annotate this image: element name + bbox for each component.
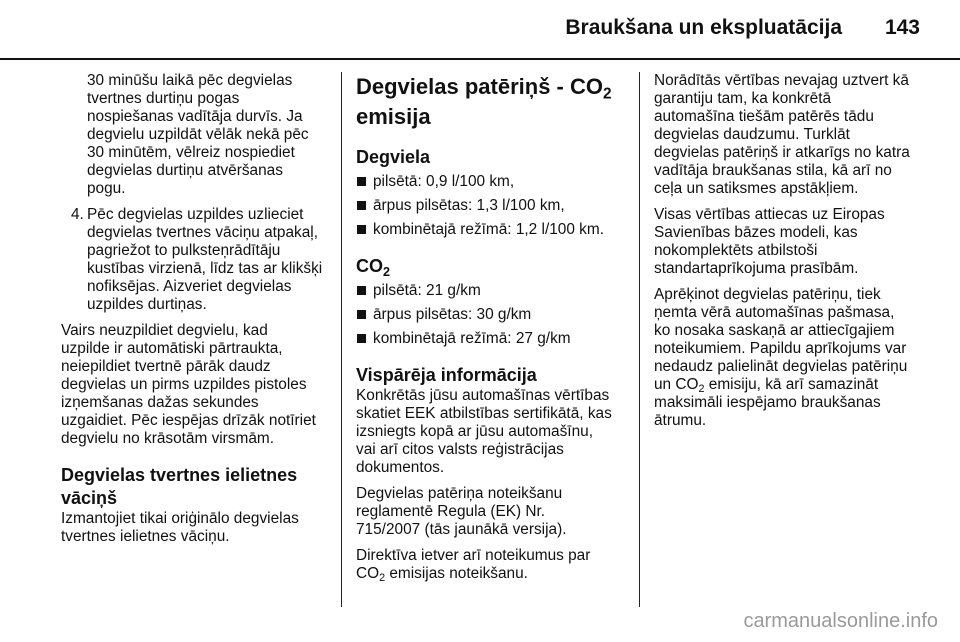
text-line: nospiešanas vadītāja durvīs. Ja: [87, 108, 303, 125]
text-line: uzpilde ir automātiski pārtraukta,: [61, 340, 283, 357]
regulation-paragraph: [356, 485, 624, 539]
text-line: Direktīva ietver arī noteikumus par: [356, 547, 591, 564]
watermark: carmanualsonline.info: [743, 610, 938, 632]
text-line: uzgaidiet. Pēc iespējas drīzāk notīriet: [61, 412, 316, 429]
step-4: [61, 206, 329, 314]
text-line: degvielas durtiņu atvēršanas: [87, 162, 283, 179]
page-number: 143: [884, 16, 920, 39]
text-line: automašīna tiešām patērēs tādu: [654, 108, 874, 125]
fuel-cap-paragraph: [61, 510, 329, 546]
text-line: standartaprīkojuma prasībām.: [654, 260, 859, 277]
text-line: degvielas un pirms uzpildes pistoles: [61, 376, 307, 393]
column-divider-left: [341, 72, 342, 607]
section-heading: [356, 72, 624, 132]
column-3: [654, 72, 924, 438]
text-line: ātrumu.: [654, 412, 707, 429]
text-line: Visas vērtības attiecas uz Eiropas: [654, 206, 885, 223]
text-line: pogu.: [87, 180, 126, 197]
column-divider-right: [639, 72, 640, 607]
heading-text: Degvielas patēriņš - CO: [356, 74, 603, 99]
fuel-list: [356, 173, 624, 239]
text-line: maksimāli iespējamo braukšanas: [654, 394, 881, 411]
text-line: ņemta vērā automašīnas pašmasa,: [654, 304, 895, 321]
list-item: kombinētajā režīmā: 1,2 l/100 km.: [356, 221, 624, 239]
curb-weight-paragraph: Aprēķinot degvielas patēriņu, tiek ņemta vērā automašīnas pašmasa, ko nosaka saskaņā ar attiecīgajiem noteikumiem. Papildu aprīkojums var nedaudz palielināt degvielas patēriņu un $CO_2$ emisiju, kā arī samazināt maksimāli iespējamo braukšanas ātrumu.: [654, 286, 908, 429]
text-line: 30 minūšu laikā pēc degvielas: [87, 72, 293, 89]
text-line: degvielas daudzumu. Turklāt: [654, 126, 850, 143]
text-line: Vairs neuzpildiet degvielu, kad: [61, 322, 268, 339]
heading-subscript: 2: [602, 85, 612, 103]
text-line: vadītāja braukšanas stila, kā arī no: [654, 162, 892, 179]
text-line: kustības virzienā, līdz tas ar klikšķi: [87, 260, 323, 277]
refuel-warning-paragraph: [61, 322, 329, 448]
bullet-icon: [357, 310, 366, 319]
text-line: tvertnes durtiņu pogas: [87, 90, 240, 107]
list-item: kombinētajā režīmā: 27 g/km: [356, 330, 624, 348]
header-title: Braukšana un ekspluatācija: [565, 16, 842, 39]
bullet-icon: [357, 286, 366, 295]
co2-heading: $CO_2$: [356, 256, 391, 279]
text-line: vai arī citos valsts reģistrācijas: [356, 441, 564, 458]
text-line: 715/2007 (tās jaunākā versija).: [356, 521, 567, 538]
text-line: dokumentos.: [356, 459, 445, 476]
text-line: ceļa un satiksmes apstākļiem.: [654, 180, 859, 197]
text-line: degvielas patēriņš ir atkarīgs no katra: [654, 144, 910, 161]
heading-text: emisija: [356, 104, 431, 129]
co2-list: [356, 282, 624, 348]
text-line: Izmantojiet tikai oriģinālo degvielas: [61, 510, 299, 527]
text-line: garantiju tam, ka konkrētā: [654, 90, 832, 107]
text-line: nofiksējas. Aizveriet degvielas: [87, 278, 292, 295]
column-2: [356, 72, 624, 591]
co2-subscript: 2: [379, 572, 386, 585]
bullet-icon: [357, 177, 366, 186]
general-info-heading: Vispārēja informācija: [356, 365, 537, 385]
page-header: [0, 0, 960, 58]
bullet-icon: [357, 225, 366, 234]
heading-line: vāciņš: [61, 488, 118, 508]
eu-model-paragraph: [654, 206, 924, 278]
text-line: Norādītās vērtības nevajag uztvert kā: [654, 72, 909, 89]
text-line: Aprēķinot degvielas patēriņu, tiek: [654, 286, 881, 303]
text-line: degvielu no krāsotām virsmām.: [61, 430, 274, 447]
list-item: pilsētā: 0,9 l/100 km,: [356, 173, 624, 191]
text-line: noteikumiem. Papildu aprīkojums var: [654, 340, 907, 357]
list-item: pilsētā: 21 g/km: [356, 282, 624, 300]
co2-subscript: 2: [698, 383, 705, 396]
list-item: ārpus pilsētas: 1,3 l/100 km,: [356, 197, 624, 215]
values-note-paragraph: [654, 72, 924, 198]
text-line: Konkrētās jūsu automašīnas vērtības: [356, 387, 610, 404]
bullet-icon: [357, 334, 366, 343]
fuel-heading: Degviela: [356, 147, 431, 167]
text-line: uzpildes durtiņas.: [87, 296, 207, 313]
step-number: 4.: [71, 206, 84, 223]
general-info-paragraph: [356, 387, 624, 477]
text-line: Savienības bāzes modeli, kas: [654, 224, 858, 241]
text-line: nedaudz palielināt degvielas patēriņu: [654, 358, 908, 375]
text-line: ko nosaka saskaņā ar attiecīgajiem: [654, 322, 895, 339]
text-line: degvielas tvertnes vāciņu atpakaļ,: [87, 224, 318, 241]
text-line: 30 minūtēm, vēlreiz nospiediet: [87, 144, 295, 161]
text-line: degvielu uzpildāt vēlāk nekā pēc: [87, 126, 309, 143]
text-line: izņemšanas dažas sekundes: [61, 394, 259, 411]
text-line: nokomplektēts atbilstoši: [654, 242, 818, 259]
text-line: reglamentē Regula (EK) Nr.: [356, 503, 546, 520]
text-line: tvertnes ielietnes vāciņu.: [61, 528, 230, 545]
fuel-cap-heading: [61, 464, 329, 510]
list-item: ārpus pilsētas: 30 g/km: [356, 306, 624, 324]
text-line: Degvielas patēriņa noteikšanu: [356, 485, 563, 502]
header-rule: [0, 58, 960, 60]
co2-subscript: 2: [383, 264, 391, 279]
text-line: Pēc degvielas uzpildes uzlieciet: [87, 206, 304, 223]
heading-line: Degvielas tvertnes ielietnes: [61, 465, 298, 485]
text-line: neiepildiet tvertnē pārāk daudz: [61, 358, 271, 375]
bullet-icon: [357, 201, 366, 210]
column-1: [61, 72, 329, 554]
text-line: pagriežot to pulksteņrādītāju: [87, 242, 281, 259]
text-line: skatiet EEK atbilstības sertifikātā, kas: [356, 405, 612, 422]
directive-paragraph: Direktīva ietver arī noteikumus par $CO_2$ emisijas noteikšanu.: [356, 547, 591, 585]
text-line: izsniegts kopā ar jūsu automašīnu,: [356, 423, 593, 440]
step3-continuation: [61, 72, 329, 198]
